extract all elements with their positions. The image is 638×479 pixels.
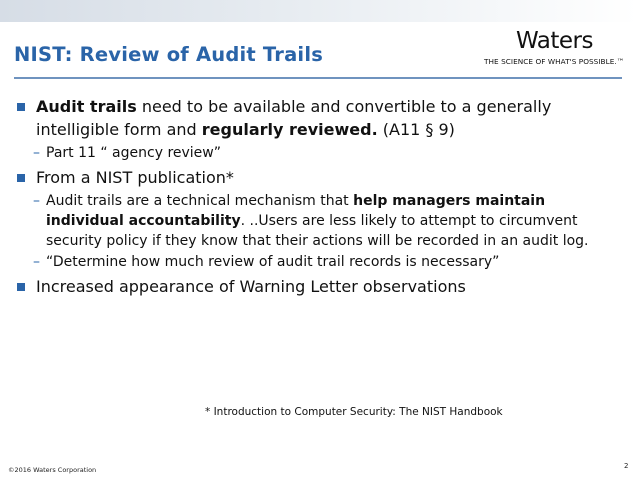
header-band bbox=[0, 0, 638, 22]
bullet-nist-publication bbox=[14, 166, 624, 189]
title-divider bbox=[14, 77, 622, 79]
bullet-strong-text: regularly reviewed. bbox=[201, 120, 378, 139]
sub-bullet-accountability bbox=[14, 191, 624, 251]
bullet-reference: (A11 § 9) bbox=[377, 120, 455, 139]
bullet-text: Increased appearance of Warning Letter observations bbox=[36, 277, 466, 296]
sub-bullet-part11 bbox=[14, 143, 624, 163]
logo-tagline: THE SCIENCE OF WHAT'S POSSIBLE.™ bbox=[484, 57, 625, 66]
sub-bullet-text: . ..Users are less likely to attempt to circumvent security policy if they know that their actions will be recorded in an audit log. bbox=[46, 213, 589, 249]
sub-bullet-text: “Determine how much review of audit trail records is necessary” bbox=[46, 254, 500, 270]
bullet-audit-trails bbox=[14, 95, 624, 141]
bullet-warning-letter bbox=[14, 275, 624, 298]
bullet-square-icon bbox=[17, 103, 25, 111]
dash-icon: – bbox=[33, 145, 40, 161]
dash-icon: – bbox=[33, 254, 40, 270]
logo-wordmark: Waters bbox=[516, 28, 593, 54]
dash-icon: – bbox=[33, 193, 40, 209]
bullet-text: From a NIST publication* bbox=[36, 168, 234, 187]
bullet-square-icon bbox=[17, 283, 25, 291]
sub-bullet-text: Part 11 “ agency review” bbox=[46, 145, 221, 161]
slide-body bbox=[14, 95, 624, 298]
copyright-footer: ©2016 Waters Corporation bbox=[8, 466, 97, 474]
footnote: * Introduction to Computer Security: The NIST Handbook bbox=[205, 406, 503, 418]
sub-bullet-text: Audit trails are a technical mechanism that bbox=[46, 193, 354, 209]
page-number: 2 bbox=[624, 462, 629, 470]
sub-bullet-strong-text: help managers maintain individual accountability bbox=[46, 193, 546, 229]
waters-logo bbox=[482, 28, 632, 68]
sub-bullet-determine-review bbox=[14, 252, 624, 272]
slide-title: NIST: Review of Audit Trails bbox=[14, 43, 324, 66]
bullet-strong-text: Audit trails bbox=[36, 97, 137, 116]
bullet-text: need to be available and convertible to a generally intelligible form and bbox=[36, 97, 552, 139]
bullet-square-icon bbox=[17, 174, 25, 182]
